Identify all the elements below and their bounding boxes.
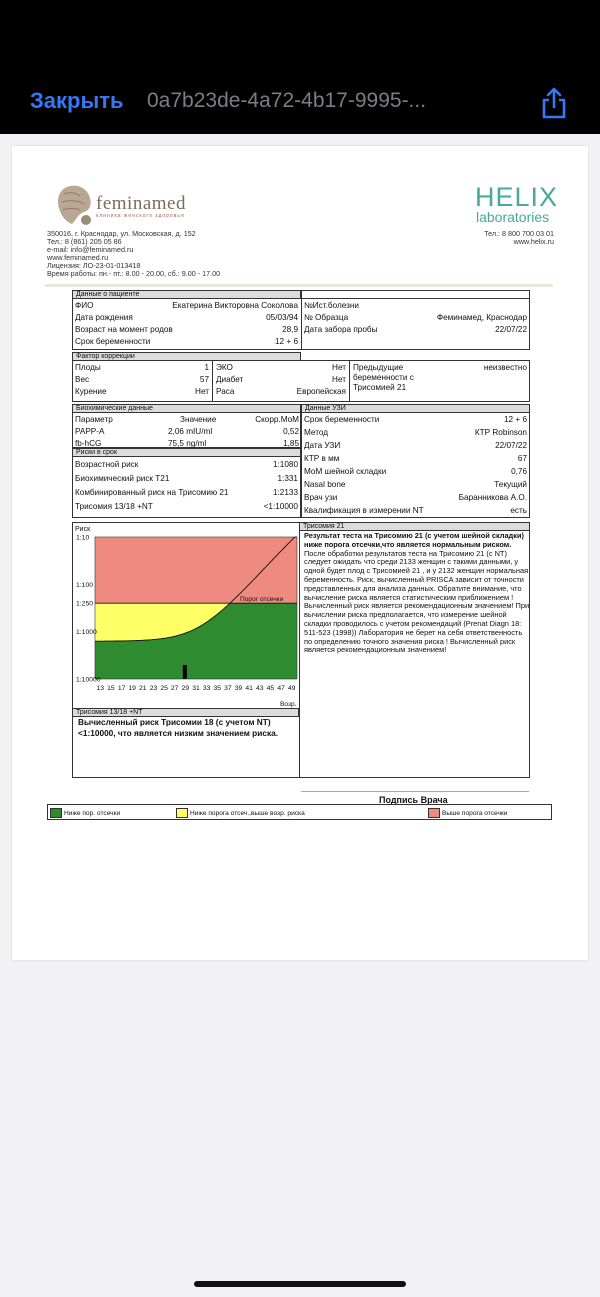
fetus-label: Плоды xyxy=(75,363,101,372)
t21-bold-text: Результат теста на Трисомию 21 (с учетом шейной складки) ниже порога отсечки,что является нормальным риском. xyxy=(304,531,524,549)
patient-marker xyxy=(183,665,187,679)
usi-label: Квалификация в измерении NT xyxy=(304,506,424,515)
y-tick-label: 1:100 xyxy=(76,581,94,589)
fio-label: ФИО xyxy=(75,301,94,310)
contact-line: Тел.: 8 800 700 03 01 xyxy=(484,229,554,238)
usi-label: Дата УЗИ xyxy=(304,441,341,450)
legend xyxy=(47,804,552,820)
legend-swatch xyxy=(428,808,440,818)
chart-xlabel: Возр. xyxy=(280,701,297,708)
legend-item-low xyxy=(50,808,120,818)
legend-label: Выше порога отсечки xyxy=(442,809,508,817)
helix-contacts xyxy=(444,230,554,246)
x-tick-label: 25 xyxy=(160,685,168,692)
x-tick-label: 15 xyxy=(107,685,115,692)
signature-label: Подпись Врача xyxy=(379,795,448,805)
risk-value: <1:10000 xyxy=(263,502,298,511)
helix-subtitle: laboratories xyxy=(476,209,550,225)
fio-value: Екатерина Викторовна Соколова xyxy=(172,301,298,310)
correction-section-title: Фактор коррекции xyxy=(72,352,301,361)
feminamed-name: feminamed xyxy=(96,193,186,214)
y-tick-label: 1:10000 xyxy=(76,676,101,684)
eco-label: ЭКО xyxy=(216,363,233,372)
smoking-value: Нет xyxy=(195,387,209,396)
cutoff-label: Порог отсечки xyxy=(240,596,284,604)
x-tick-label: 47 xyxy=(277,685,285,692)
address-line: Время работы: пн.- пт.: 8.00 - 20.00, сб.: 9.00 - 17.00 xyxy=(47,269,221,278)
x-tick-label: 39 xyxy=(234,685,243,692)
home-indicator[interactable] xyxy=(194,1281,406,1287)
term-label: Срок беременности xyxy=(75,337,151,346)
sample-value: Феминамед, Краснодар xyxy=(436,313,527,322)
zone-above-cutoff xyxy=(95,537,297,603)
usi-section-title: Данные УЗИ xyxy=(301,404,530,413)
x-tick-label: 41 xyxy=(245,685,253,692)
legend-swatch xyxy=(50,808,62,818)
risk-value: 1:331 xyxy=(277,474,298,483)
close-button[interactable]: Закрыть xyxy=(30,88,124,113)
x-tick-label: 17 xyxy=(117,685,126,692)
diabetes-label: Диабет xyxy=(216,375,244,384)
prev-label-line: Трисомией 21 xyxy=(353,383,407,392)
usi-value: Баранникова А.О. xyxy=(458,493,527,502)
x-tick-label: 19 xyxy=(128,685,136,692)
fetus-value: 1 xyxy=(204,363,209,372)
y-tick-label: 1:10 xyxy=(76,534,90,542)
divider xyxy=(299,522,300,778)
usi-value: есть xyxy=(510,506,527,515)
risk-chart xyxy=(73,523,299,709)
prev-label-line: Предыдущие xyxy=(353,363,404,372)
usi-value: Текущий xyxy=(494,480,527,489)
address-line: Лицензия: ЛО-23-01-013418 xyxy=(47,261,141,270)
share-icon[interactable] xyxy=(539,86,569,120)
race-label: Раса xyxy=(216,387,235,396)
usi-label: МоМ шейной складки xyxy=(304,467,387,476)
legend-label: Ниже порога отсеч.,выше возр. риска xyxy=(190,809,305,817)
legend-swatch xyxy=(176,808,188,818)
patient-section-title: Данные о пациенте xyxy=(72,290,301,299)
diabetes-value: Нет xyxy=(332,375,346,384)
divider xyxy=(529,290,530,300)
x-tick-label: 13 xyxy=(96,685,105,692)
x-tick-label: 27 xyxy=(170,685,179,692)
usi-label: Метод xyxy=(304,428,329,437)
biochem-value: 75,5 ng/ml xyxy=(168,439,207,448)
prev-label-line: беременности с xyxy=(353,373,414,382)
divider xyxy=(72,290,530,291)
t1318-section-title: Трисомия 13/18 +NT xyxy=(72,708,299,717)
top-bar xyxy=(0,0,600,134)
legend-item-high xyxy=(428,808,507,818)
risk-value: 1:1080 xyxy=(272,460,298,469)
sample-label: № Образца xyxy=(304,313,349,322)
legend-label: Ниже пор. отсечки xyxy=(64,809,121,817)
t21-body-text: После обработки результатов теста на Трисомию 21 (с NT) следует ожидать что среди 2133 женщин с такими данными, у одной будет плод с Трисомией 21 , и у 2132 женщин нормальная беременность. Риск, вычисленный PRISCA зависит от точности представленных для анализа данных. Обратите внимание, что вычисление риска является статистическим приближением ! Вычисленный риск является рекомендационным значением! При вычислении риска предполагается, что измерение шейной складки проводилось с учетом рекомендаций (Prenat Diagn 18: 511-523 (1998)) Лаборатория не берет на себя ответственность по определению точного значения риска ! Вычисленный риск является рекомендационным значением! xyxy=(304,548,530,655)
y-tick-label: 1:250 xyxy=(76,600,94,608)
x-tick-label: 33 xyxy=(202,685,211,692)
risk-label: Возрастной риск xyxy=(75,460,139,469)
usi-label: КТР в мм xyxy=(304,454,340,463)
address-line: e-mail: info@feminamed.ru xyxy=(47,245,134,254)
age-value: 28,9 xyxy=(282,325,298,334)
divider xyxy=(349,360,350,402)
weight-label: Вес xyxy=(75,375,90,384)
risk-value: 1:2133 xyxy=(272,488,298,497)
date-label: Дата забора пробы xyxy=(304,325,378,334)
x-tick-label: 49 xyxy=(287,685,296,692)
usi-label: Врач узи xyxy=(304,493,338,502)
file-title: 0a7b23de-4a72-4b17-9995-... xyxy=(147,89,427,112)
usi-value: 22/07/22 xyxy=(495,441,527,450)
x-tick-label: 45 xyxy=(266,685,275,692)
clinic-address xyxy=(47,230,220,278)
legend-item-mid xyxy=(176,808,305,818)
contact-line: www.helix.ru xyxy=(513,237,554,246)
usi-label: Nasal bone xyxy=(304,480,346,489)
biochem-mom: 1,85 xyxy=(283,439,299,448)
t1318-text: Вычисленный риск Трисомии 18 (с учетом NT) <1:10000, что является низким значением риска. xyxy=(78,717,279,738)
biochem-section-title: Биохимические данные xyxy=(72,404,301,413)
x-tick-label: 35 xyxy=(213,685,222,692)
x-tick-label: 31 xyxy=(192,685,200,692)
risk-label: Трисомия 13/18 +NT xyxy=(75,502,153,511)
biochem-value: 2,06 mIU/ml xyxy=(168,427,213,436)
helix-name: HELIX xyxy=(475,182,559,212)
header-divider xyxy=(45,284,553,287)
risks-section-title: Риски в срок xyxy=(72,448,301,457)
usi-value: 67 xyxy=(517,454,527,463)
usi-value: КТР Robinson xyxy=(474,428,527,437)
age-label: Возраст на момент родов xyxy=(75,325,173,334)
eco-value: Нет xyxy=(332,363,346,372)
term-value: 12 + 6 xyxy=(275,337,298,346)
smoking-label: Курение xyxy=(75,387,107,396)
race-value: Европейская xyxy=(296,387,346,396)
usi-value: 12 + 6 xyxy=(504,415,527,424)
biochem-header-mom: Скорр.МоМ xyxy=(255,415,299,424)
biochem-mom: 0,52 xyxy=(283,427,299,436)
biochem-header-param: Параметр xyxy=(75,415,113,424)
address-line: www.feminamed.ru xyxy=(47,253,109,262)
address-line: Тел.: 8 (861) 205 05 86 xyxy=(47,237,122,246)
feminamed-subtitle: клиника женского здоровья xyxy=(96,213,185,219)
x-tick-label: 37 xyxy=(224,685,232,692)
divider xyxy=(301,290,302,350)
x-tick-label: 21 xyxy=(139,685,147,692)
divider xyxy=(212,360,213,402)
date-value: 22/07/22 xyxy=(495,325,527,334)
history-label: №Ист.болезни xyxy=(304,301,359,310)
risk-label: Комбинированный риск на Трисомию 21 xyxy=(75,488,229,497)
risk-label: Биохимический риск Т21 xyxy=(75,474,170,483)
chart-ylabel: Риск xyxy=(75,526,91,533)
signature-line xyxy=(301,791,529,792)
x-tick-label: 43 xyxy=(256,685,264,692)
biochem-param: PAPP-A xyxy=(75,427,105,436)
dob-value: 05/03/94 xyxy=(266,313,298,322)
y-tick-label: 1:1000 xyxy=(76,629,97,637)
document-viewer[interactable] xyxy=(0,134,600,1297)
biochem-header-value: Значение xyxy=(180,415,217,424)
prev-label xyxy=(353,363,414,393)
document-page xyxy=(12,146,588,960)
t21-section-title: Трисомия 21 xyxy=(299,522,530,531)
usi-label: Срок беременности xyxy=(304,415,380,424)
x-tick-label: 23 xyxy=(149,685,158,692)
prev-value: неизвестно xyxy=(483,363,527,372)
address-line: 350016, г. Краснодар, ул. Московская, д. 152 xyxy=(47,229,196,238)
t21-text xyxy=(304,532,530,655)
biochem-param: fb-hCG xyxy=(75,439,102,448)
dob-label: Дата рождения xyxy=(75,313,133,322)
x-tick-label: 29 xyxy=(181,685,190,692)
weight-value: 57 xyxy=(199,375,209,384)
usi-value: 0,76 xyxy=(511,467,527,476)
